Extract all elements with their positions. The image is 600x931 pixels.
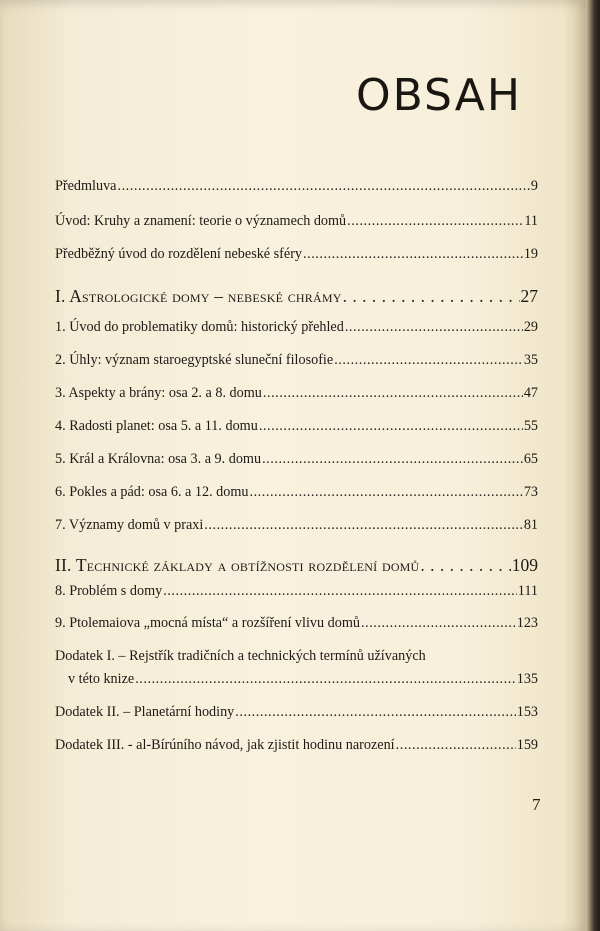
dot-leader xyxy=(235,703,515,721)
toc-part-heading xyxy=(55,554,538,576)
page-number: 7 xyxy=(532,795,541,814)
toc-entry xyxy=(55,516,538,534)
toc-entry-label: 8. Problém s domy xyxy=(55,583,163,599)
dot-leader xyxy=(343,285,520,307)
toc-entry-page: 111 xyxy=(517,583,538,599)
toc-entry-label: 2. Úhly: význam staroegyptské sluneční filosofie xyxy=(55,352,334,368)
toc-entry-label: I. Astrologické domy – nebeské chrámy xyxy=(55,286,342,306)
toc-entry-label: 5. Král a Královna: osa 3. a 9. domu xyxy=(55,451,262,467)
dot-leader xyxy=(135,670,516,688)
dot-leader xyxy=(204,516,523,534)
toc-entry-page: 159 xyxy=(516,737,538,753)
toc-entry xyxy=(55,483,538,501)
toc-entry xyxy=(55,417,538,435)
toc-entry-page: 9 xyxy=(530,178,538,194)
dot-leader xyxy=(396,736,516,754)
toc-entry-page: 35 xyxy=(523,352,538,368)
dot-leader xyxy=(263,384,523,402)
toc-entry-label: 7. Významy domů v praxi xyxy=(55,517,204,533)
toc-entry-page: 123 xyxy=(516,615,538,631)
toc-entry xyxy=(55,384,538,402)
toc-entry xyxy=(55,703,538,721)
toc-entry-label: Úvod: Kruhy a znamení: teorie o významech domů xyxy=(55,213,347,229)
toc-entry-page: 81 xyxy=(523,517,538,533)
toc-entry-label: Dodatek II. – Planetární hodiny xyxy=(55,704,235,720)
toc-entry-label: Předmluva xyxy=(55,178,117,194)
dot-leader xyxy=(163,582,517,600)
dot-leader xyxy=(303,245,523,263)
book-edge xyxy=(586,0,600,931)
toc-entry-page: 73 xyxy=(523,484,538,500)
dot-leader xyxy=(420,554,510,576)
toc-entry-label: 3. Aspekty a brány: osa 2. a 8. domu xyxy=(55,385,262,401)
toc-entry xyxy=(55,582,538,600)
toc-entry xyxy=(55,351,538,369)
toc-entry-page: 55 xyxy=(523,418,538,434)
dot-leader xyxy=(345,318,523,336)
toc-entry-page: 19 xyxy=(523,246,538,262)
dot-leader xyxy=(249,483,522,501)
toc-entry xyxy=(55,736,538,754)
toc-entry xyxy=(55,245,538,263)
dot-leader xyxy=(334,351,523,369)
toc-entry-label: Dodatek III. - al-Bírúního návod, jak zjistit hodinu narození xyxy=(55,737,395,753)
toc-entry xyxy=(55,670,538,688)
toc-entry xyxy=(55,450,538,468)
toc-entry-page: 135 xyxy=(516,671,538,687)
toc-entry-page: 11 xyxy=(524,213,538,229)
dot-leader xyxy=(262,450,523,468)
toc-entry-label: Předběžný úvod do rozdělení nebeské sféry xyxy=(55,246,303,262)
toc-entry-label: 1. Úvod do problematiky domů: historický přehled xyxy=(55,319,344,335)
toc-entry-page: 65 xyxy=(523,451,538,467)
dot-leader xyxy=(361,614,516,632)
dot-leader xyxy=(117,177,529,195)
toc-entry xyxy=(55,614,538,632)
toc-entry xyxy=(55,177,538,195)
toc-entry-page: 47 xyxy=(523,385,538,401)
toc-entry-page: 29 xyxy=(523,319,538,335)
toc-entry-label: 4. Radosti planet: osa 5. a 11. domu xyxy=(55,418,258,434)
toc-entry-page: 153 xyxy=(516,704,538,720)
toc-entry-label: 9. Ptolemaiova „mocná místa“ a rozšíření vlivu domů xyxy=(55,615,360,631)
toc-entry-label: II. Technické základy a obtížnosti rozdělení domů xyxy=(55,555,420,575)
toc-entry-page: 109 xyxy=(511,555,538,575)
dot-leader xyxy=(347,212,523,230)
toc-part-heading xyxy=(55,285,538,307)
page-title: OBSAH xyxy=(356,70,522,121)
toc-entry-label: v této knize xyxy=(68,671,135,687)
toc-entry-page: 27 xyxy=(520,286,538,306)
toc-entry-first-line: Dodatek I. – Rejstřík tradičních a technických termínů užívaných xyxy=(55,648,426,664)
toc-entry xyxy=(55,318,538,336)
dot-leader xyxy=(259,417,523,435)
toc-entry xyxy=(55,212,538,230)
toc-entry-label: 6. Pokles a pád: osa 6. a 12. domu xyxy=(55,484,249,500)
